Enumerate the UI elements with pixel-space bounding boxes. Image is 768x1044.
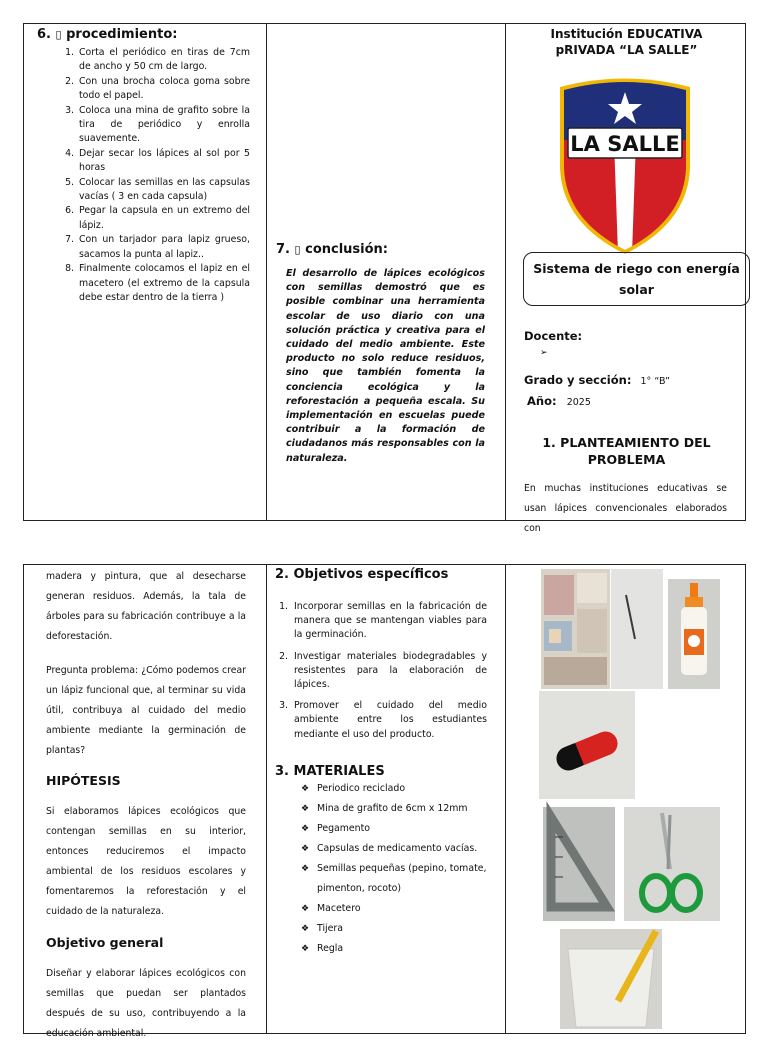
cover-column bbox=[506, 24, 747, 534]
grado-label: Grado y sección: bbox=[524, 373, 632, 387]
planteamiento-heading-line: PROBLEMA bbox=[587, 452, 666, 467]
step-item: 7. Con un tarjador para lapiz grueso, sacamos la punta al lapiz.. bbox=[77, 233, 250, 262]
material-label: Regla bbox=[317, 942, 344, 954]
diamond-bullet-icon: ❖ bbox=[301, 903, 310, 914]
heading-text: conclusión: bbox=[305, 242, 388, 257]
project-title-line: Sistema de riego con energía bbox=[533, 261, 740, 276]
school-name bbox=[506, 26, 747, 58]
school-name-line: Institución EDUCATIVA bbox=[550, 27, 703, 41]
anio-row bbox=[527, 390, 591, 409]
material-label: Capsulas de medicamento vacías. bbox=[317, 842, 478, 854]
missing-glyph-icon: ▯ bbox=[55, 28, 62, 41]
conclusion-column bbox=[267, 24, 505, 520]
step-item: 1. Corta el periódico en tiras de 7cm de ancho y 50 cm de largo. bbox=[77, 46, 250, 75]
material-label: Tijera bbox=[317, 922, 344, 934]
objetivo-item: 2. Investigar materiales biodegradables y resistentes para la elaboración de lápices. bbox=[291, 650, 487, 693]
materiales-heading: 3. MATERIALES bbox=[275, 763, 385, 779]
objetivos-list bbox=[275, 600, 487, 742]
material-item bbox=[301, 899, 487, 919]
heading-text: procedimiento: bbox=[66, 27, 178, 42]
material-item bbox=[301, 819, 487, 839]
objetivos-especificos-heading: 2. Objetivos específicos bbox=[275, 567, 449, 582]
diamond-bullet-icon: ❖ bbox=[301, 783, 310, 794]
project-title-line: solar bbox=[619, 282, 654, 297]
docente-bullet-icon: ➢ bbox=[540, 348, 548, 358]
procedimiento-heading bbox=[37, 27, 266, 42]
planteamiento-continuation: madera y pintura, que al desecharse generan residuos. Además, la tala de árboles para su fabricación contribuye a la deforestación. bbox=[46, 571, 246, 642]
planteamiento-text: En muchas instituciones educativas se usan lápices convencionales elaborados con bbox=[524, 483, 727, 534]
grado-row bbox=[524, 369, 670, 388]
objetivo-general-heading: Objetivo general bbox=[46, 935, 164, 950]
ruler-photo bbox=[543, 807, 615, 921]
diamond-bullet-icon: ❖ bbox=[301, 923, 310, 934]
brochure-page-1 bbox=[23, 23, 746, 534]
heading-number: 6. bbox=[37, 27, 51, 42]
graphite-photo bbox=[611, 569, 663, 689]
material-item bbox=[301, 939, 487, 959]
step-item: 2. Con una brocha coloca goma sobre todo el papel. bbox=[77, 75, 250, 104]
step-item: 6. Pegar la capsula en un extremo del lápiz. bbox=[77, 204, 250, 233]
objetivos-column bbox=[267, 565, 505, 1033]
brochure-page-2 bbox=[23, 564, 746, 1039]
diamond-bullet-icon: ❖ bbox=[301, 803, 310, 814]
step-item: 8. Finalmente colocamos el lapiz en el macetero (el extremo de la capsula debe estar dentro de la tierra ) bbox=[77, 262, 250, 305]
la-salle-logo bbox=[556, 80, 694, 254]
project-title-box bbox=[523, 252, 750, 306]
diamond-bullet-icon: ❖ bbox=[301, 843, 310, 854]
problema-column bbox=[24, 565, 266, 1039]
anio-label: Año: bbox=[527, 394, 557, 408]
hipotesis-heading: HIPÓTESIS bbox=[46, 773, 121, 788]
material-item bbox=[301, 839, 487, 859]
material-item bbox=[301, 919, 487, 939]
hipotesis-text: Si elaboramos lápices ecológicos que contengan semillas en su interior, entonces reduciremos el impacto ambiental de los residuos escolares y fomentaremos la reforestación y el cuidado de la naturaleza. bbox=[46, 806, 246, 917]
diamond-bullet-icon: ❖ bbox=[301, 863, 310, 874]
procedimiento-steps bbox=[37, 46, 266, 305]
diamond-bullet-icon: ❖ bbox=[301, 943, 310, 954]
grado-value: 1° “B” bbox=[640, 376, 670, 387]
materiales-photos-column bbox=[506, 565, 747, 1033]
objetivo-general-text: Diseñar y elaborar lápices ecológicos con semillas que puedan ser plantados después de su uso, contribuyendo a la educación ambiental. bbox=[46, 968, 246, 1039]
material-label: Macetero bbox=[317, 902, 361, 914]
logo-text: LA SALLE bbox=[570, 132, 680, 156]
planteamiento-heading-line: 1. PLANTEAMIENTO DEL bbox=[542, 435, 711, 450]
material-item bbox=[301, 779, 487, 799]
procedimiento-column bbox=[24, 24, 266, 520]
docente-row bbox=[524, 325, 582, 344]
step-item: 5. Colocar las semillas en las capsulas vacías ( 3 en cada capsula) bbox=[77, 176, 250, 205]
brush-cup-photo bbox=[560, 929, 662, 1029]
objetivo-item: 3. Promover el cuidado del medio ambiente entre los estudiantes mediante el uso del producto. bbox=[291, 699, 487, 742]
conclusion-heading bbox=[276, 242, 485, 257]
capsule-photo bbox=[539, 691, 635, 799]
material-label: Periodico reciclado bbox=[317, 782, 406, 794]
diamond-bullet-icon: ❖ bbox=[301, 823, 310, 834]
newspaper-photo bbox=[541, 569, 610, 689]
material-label: Pegamento bbox=[317, 822, 371, 834]
glue-bottle-photo bbox=[668, 579, 720, 689]
pregunta-problema: Pregunta problema: ¿Cómo podemos crear un lápiz funcional que, al terminar su vida útil, contribuya al cuidado del medio ambiente mediante la germinación de plantas? bbox=[46, 665, 246, 756]
anio-value: 2025 bbox=[566, 397, 591, 408]
material-item bbox=[301, 799, 487, 819]
school-name-line: pRIVADA “LA SALLE” bbox=[555, 43, 698, 57]
docente-label: Docente: bbox=[524, 329, 583, 343]
material-label: Mina de grafito de 6cm x 12mm bbox=[317, 802, 468, 814]
planteamiento-heading bbox=[506, 434, 747, 468]
missing-glyph-icon: ▯ bbox=[294, 243, 301, 256]
material-item bbox=[301, 859, 487, 899]
material-label: Semillas pequeñas (pepino, tomate, pimenton, rocoto) bbox=[317, 862, 487, 894]
conclusion-text: El desarrollo de lápices ecológicos con semillas demostró que es posible combinar una herramienta escolar de uso diario con una solución práctica y creativa para el cuidado del medio ambiente. Este producto no solo reduce residuos, sino que también fomenta la conciencia ecológica y la reforestación a pequeña escala. Su implementación en escuelas puede contribuir a la formación de ciudadanos más responsables con la naturaleza. bbox=[286, 268, 485, 464]
step-item: 3. Coloca una mina de grafito sobre la tira de periódico y enrolla suavemente. bbox=[77, 104, 250, 147]
objetivo-item: 1. Incorporar semillas en la fabricación de manera que se mantengan viables para la germinación. bbox=[291, 600, 487, 643]
heading-number: 7. bbox=[276, 242, 290, 257]
materiales-list bbox=[275, 779, 487, 959]
scissors-photo bbox=[624, 807, 720, 921]
step-item: 4. Dejar secar los lápices al sol por 5 horas bbox=[77, 147, 250, 176]
